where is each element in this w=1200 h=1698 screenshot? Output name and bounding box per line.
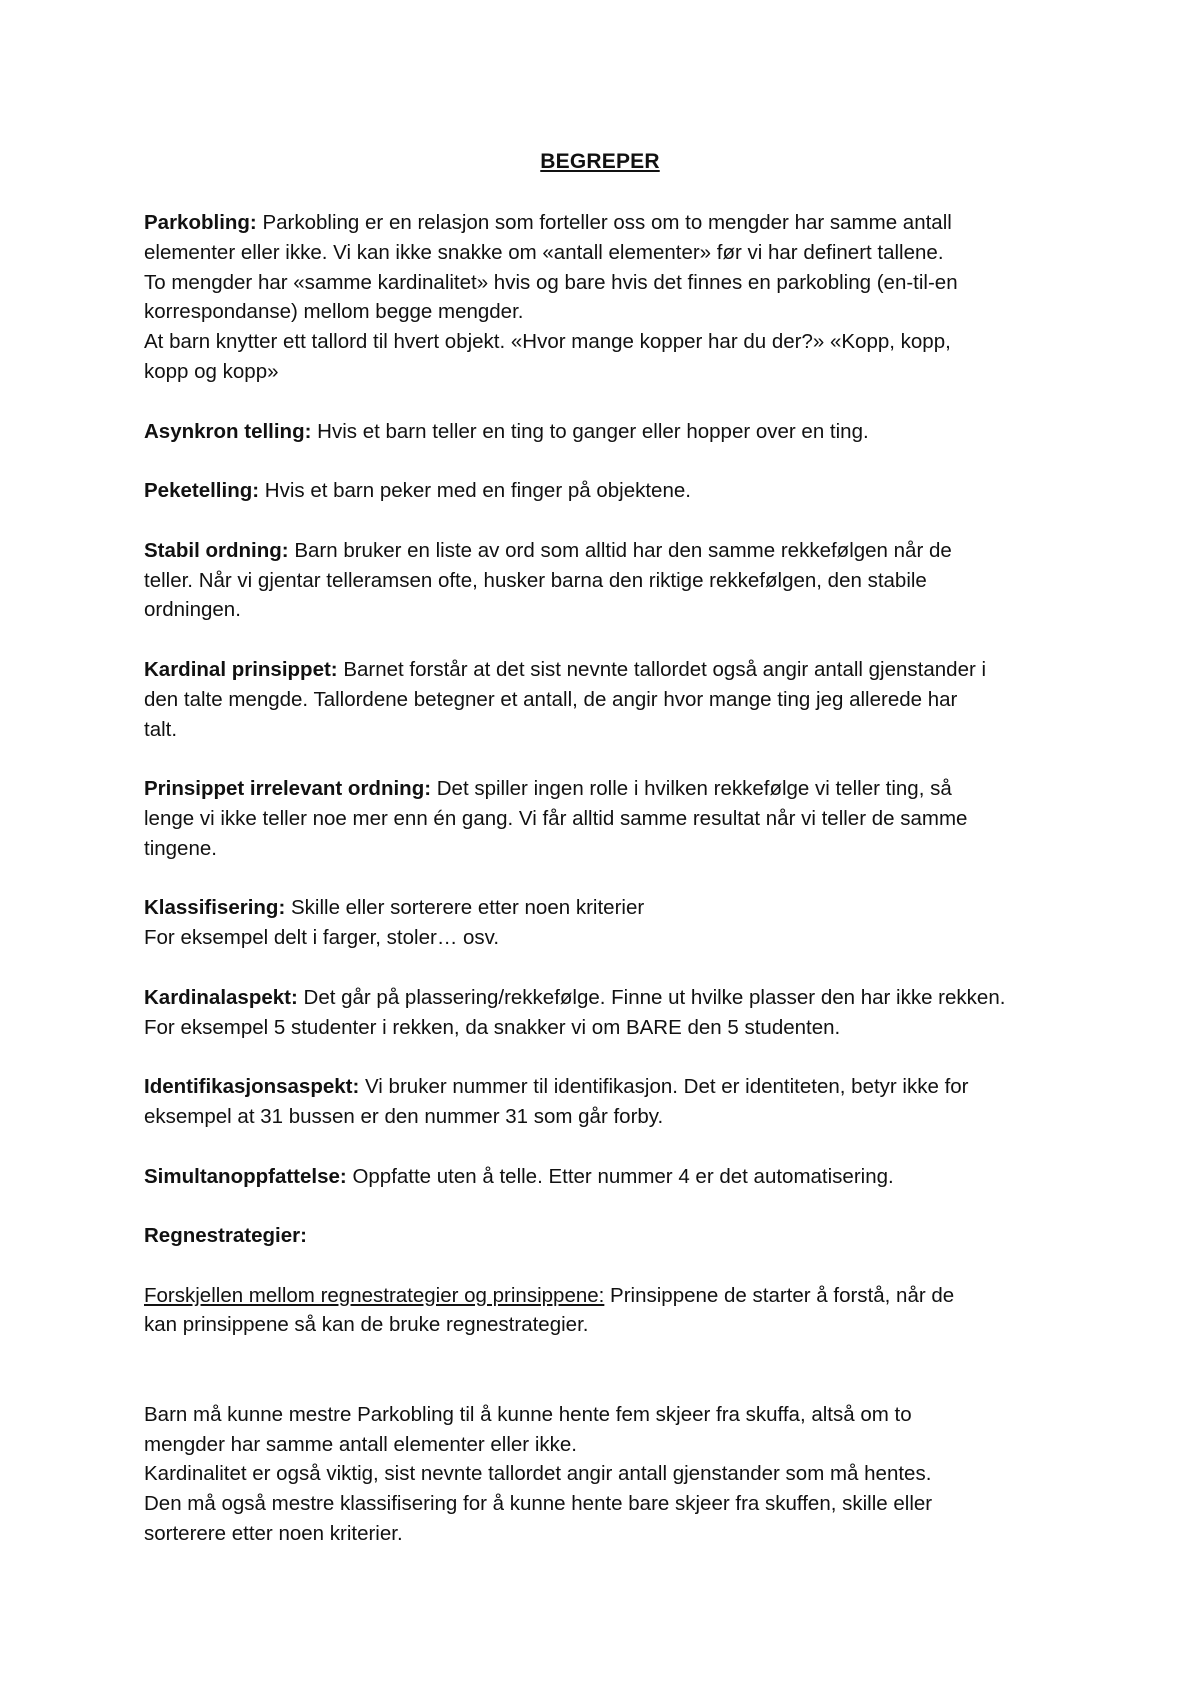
paragraph-identifikasjonsaspekt (144, 1072, 1068, 1132)
term-identifikasjonsaspekt: Identifikasjonsaspekt: (144, 1075, 360, 1099)
term-klassifisering: Klassifisering: (144, 896, 286, 920)
text-line: kopp og kopp» (144, 359, 279, 383)
text-line: For eksempel delt i farger, stoler… osv. (144, 926, 500, 950)
paragraph-simultanoppfattelse (144, 1162, 1068, 1192)
text-line: Skille eller sorterere etter noen kriterier (285, 896, 645, 920)
text-line: Barn må kunne mestre Parkobling til å kunne hente fem skjeer fra skuffa, altså om to (144, 1402, 912, 1426)
text-line: Hvis et barn peker med en finger på objektene. (259, 479, 691, 503)
text-line: eksempel at 31 bussen er den nummer 31 som går forby. (144, 1104, 664, 1128)
text-line: Hvis et barn teller en ting to ganger eller hopper over en ting. (311, 419, 869, 443)
text-line: Den må også mestre klassifisering for å kunne hente bare skjeer fra skuffen, skille eller (144, 1492, 933, 1516)
paragraph-klassifisering (144, 893, 1068, 953)
paragraph-regnestrategier (144, 1221, 1068, 1251)
term-simultanoppfattelse: Simultanoppfattelse: (144, 1164, 347, 1188)
text-line: To mengder har «samme kardinalitet» hvis og bare hvis det finnes en parkobling (en-til-en (144, 270, 958, 294)
paragraph-kardinal-prinsippet (144, 655, 1068, 744)
document-body (144, 208, 1068, 1579)
paragraph-stabil-ordning (144, 536, 1068, 625)
text-line: sorterere etter noen kriterier. (144, 1522, 403, 1546)
term-stabil-ordning: Stabil ordning: (144, 538, 289, 562)
term-forskjellen: Forskjellen mellom regnestrategier og prinsippene: (144, 1283, 605, 1307)
text-line: den talte mengde. Tallordene betegner et antall, de angir hvor mange ting jeg allerede har (144, 687, 958, 711)
term-regnestrategier: Regnestrategier: (144, 1224, 307, 1248)
term-peketelling: Peketelling: (144, 479, 260, 503)
paragraph-barn-ma-kunne (144, 1400, 1068, 1549)
paragraph-forskjellen (144, 1281, 1068, 1341)
paragraph-irrelevant-ordning (144, 774, 1068, 863)
text-line: Oppfatte uten å telle. Etter nummer 4 er det automatisering. (346, 1164, 894, 1188)
text-line: Det går på plassering/rekkefølge. Finne ut hvilke plasser den har ikke rekken. (297, 985, 1006, 1009)
text-line: Kardinalitet er også viktig, sist nevnte tallordet angir antall gjenstander som må hentes. (144, 1462, 932, 1486)
text-line: Parkobling er en relasjon som forteller oss om to mengder har samme antall (256, 211, 952, 234)
text-line: Barnet forstår at det sist nevnte tallordet også angir antall gjenstander i (337, 657, 987, 681)
text-line: Prinsippene de starter å forstå, når de (604, 1283, 955, 1307)
text-line: At barn knytter ett tallord til hvert objekt. «Hvor mange kopper har du der?» «Kopp, kopp, (144, 330, 951, 354)
term-kardinalaspekt: Kardinalaspekt: (144, 985, 298, 1009)
term-kardinal-prinsippet: Kardinal prinsippet: (144, 657, 338, 681)
paragraph-parkobling (144, 208, 1068, 387)
text-line: talt. (144, 717, 178, 741)
text-line: Vi bruker nummer til identifikasjon. Det er identiteten, betyr ikke for (359, 1075, 969, 1099)
text-line: lenge vi ikke teller noe mer enn én gang. Vi får alltid samme resultat når vi teller de samme (144, 806, 968, 830)
text-line: mengder har samme antall elementer eller ikke. (144, 1432, 577, 1456)
text-line: Det spiller ingen rolle i hvilken rekkefølge vi teller ting, så (431, 777, 952, 801)
term-irrelevant-ordning: Prinsippet irrelevant ordning: (144, 777, 432, 801)
term-parkobling: Parkobling: (144, 211, 257, 234)
text-line: ordningen. (144, 598, 241, 622)
text-line: tingene. (144, 836, 217, 860)
text-line: elementer eller ikke. Vi kan ikke snakke om «antall elementer» før vi har definert tallene. (144, 240, 944, 264)
text-line: For eksempel 5 studenter i rekken, da snakker vi om BARE den 5 studenten. (144, 1015, 841, 1039)
term-asynkron-telling: Asynkron telling: (144, 419, 312, 443)
text-line: korrespondanse) mellom begge mengder. (144, 300, 524, 324)
paragraph-peketelling (144, 476, 1068, 506)
text-line: kan prinsippene så kan de bruke regnestrategier. (144, 1313, 589, 1337)
paragraph-asynkron-telling (144, 417, 1068, 447)
text-line: teller. Når vi gjentar telleramsen ofte, husker barna den riktige rekkefølgen, den stabile (144, 568, 927, 592)
text-line: Barn bruker en liste av ord som alltid har den samme rekkefølgen når de (288, 538, 952, 562)
paragraph-kardinalaspekt (144, 983, 1068, 1043)
document-title: BEGREPER (540, 150, 660, 173)
